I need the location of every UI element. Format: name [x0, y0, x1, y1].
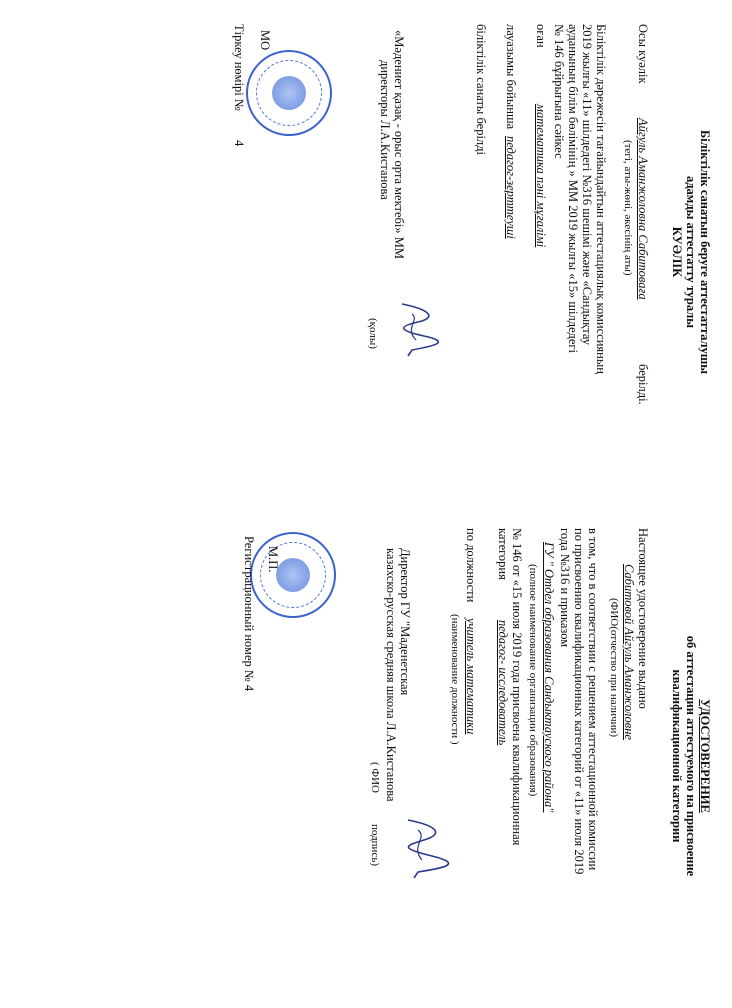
ru-body-line3: года №316 и приказом: [558, 528, 572, 648]
kz-issued-prefix: Осы куәлік: [636, 24, 650, 84]
ru-fio-caption: ( ФИО: [369, 762, 381, 793]
kz-body-line1: Біліктілік дәрежесін тағайындайтын аттестациялық комиссияның: [594, 24, 608, 374]
kz-signature-caption: (қолы): [367, 318, 379, 349]
ru-body-line1: в том, что в соответствии с решением аттестационной комиссии: [586, 528, 600, 871]
kz-issued-name: Айгуль Аманжоловна Сабитоваға: [636, 118, 650, 300]
ru-org-caption: (полное наименование организации образования): [527, 564, 539, 797]
kz-category-value: педагог-зерттеуші: [504, 136, 518, 239]
ru-issued-name: Сабитовой Айгуль Аманжоловне: [622, 564, 636, 740]
kz-title-line1: Біліктілік санатын беруге аттестатталушы: [698, 129, 712, 375]
ru-school-seal-icon: [250, 532, 336, 618]
kz-body-line2: 2019 жылғы «11» шілдедегі №316 шешімі және «Сандықтау: [580, 24, 594, 345]
ru-director-line1: Директор ГУ "Маденетская: [398, 548, 412, 696]
kz-org-label: оған: [534, 24, 548, 48]
ru-stamp-label: М.П.: [266, 546, 280, 573]
kz-title-line3: КУӘЛІК: [670, 226, 684, 278]
ru-title-line3: квалификационной категории: [670, 669, 684, 843]
kz-director-signature: [387, 300, 442, 360]
ru-position-caption: (наименование должности ): [449, 614, 461, 745]
ru-reg-line: Регистрационный номер № 4: [242, 536, 256, 692]
kz-position-value: математика пәні мұғалімі: [534, 104, 548, 248]
russian-certificate: [0, 504, 732, 1008]
kz-stamp-label: МО: [258, 30, 272, 51]
ru-category-value: педагог- исследователь: [496, 620, 510, 746]
kz-issued-suffix: берілді.: [636, 364, 650, 405]
kz-reg-label: Тіркеу нөмірі №: [232, 24, 246, 111]
kz-reg-number: 4: [232, 140, 246, 147]
ru-org-value: ГУ " Отдел образования Сандыктауского района": [542, 542, 556, 813]
ru-order-line: № 146 от «15 июля 2019 года присвоена квалификационная: [510, 528, 524, 846]
kz-school-seal-icon: [246, 50, 332, 136]
ru-director-line2: казахско-русская средняя школа Л.А.Кистанова: [384, 548, 398, 802]
ru-title-line1: УДОСТОВЕРЕНИЕ: [698, 699, 712, 813]
kz-name-caption: (тегі, аты-жөні, әкесінің аты): [622, 140, 634, 276]
ru-issued-prefix: Настоящее удостоверение выдано: [636, 528, 650, 709]
ru-signature-caption: подпись): [369, 824, 381, 867]
kz-title-line2: адамды аттестатту туралы: [684, 175, 698, 329]
ru-category-label: категория: [496, 528, 510, 580]
kz-position-label: лауазымы бойынша: [504, 24, 518, 130]
kz-director-line1: «Мәдениет қазақ - орыс орта мектебі» ММ: [392, 30, 406, 259]
ru-title-line2: об аттестации аттестуемого на присвоение: [684, 635, 698, 877]
kz-director-line2: директоры Л.А.Кистанова: [378, 60, 392, 200]
ru-director-signature: [392, 814, 452, 884]
ru-body-line2: по присвоению квалификационных категорий от «11» июля 2019: [572, 528, 586, 875]
ru-name-caption: (ФИО(отчество при наличии): [608, 598, 620, 738]
ru-position-value: учитель математики: [464, 618, 478, 735]
kz-body-line4: № 146 бұйрығына сәйкес: [552, 24, 566, 159]
kz-category-label: біліктілік санаты берілді: [474, 24, 488, 155]
kz-body-line3: ауданының білім бөлімінің » ММ 2019 жылғы «15» шілдедегі: [566, 24, 580, 354]
ru-position-label: по должности: [464, 528, 478, 603]
